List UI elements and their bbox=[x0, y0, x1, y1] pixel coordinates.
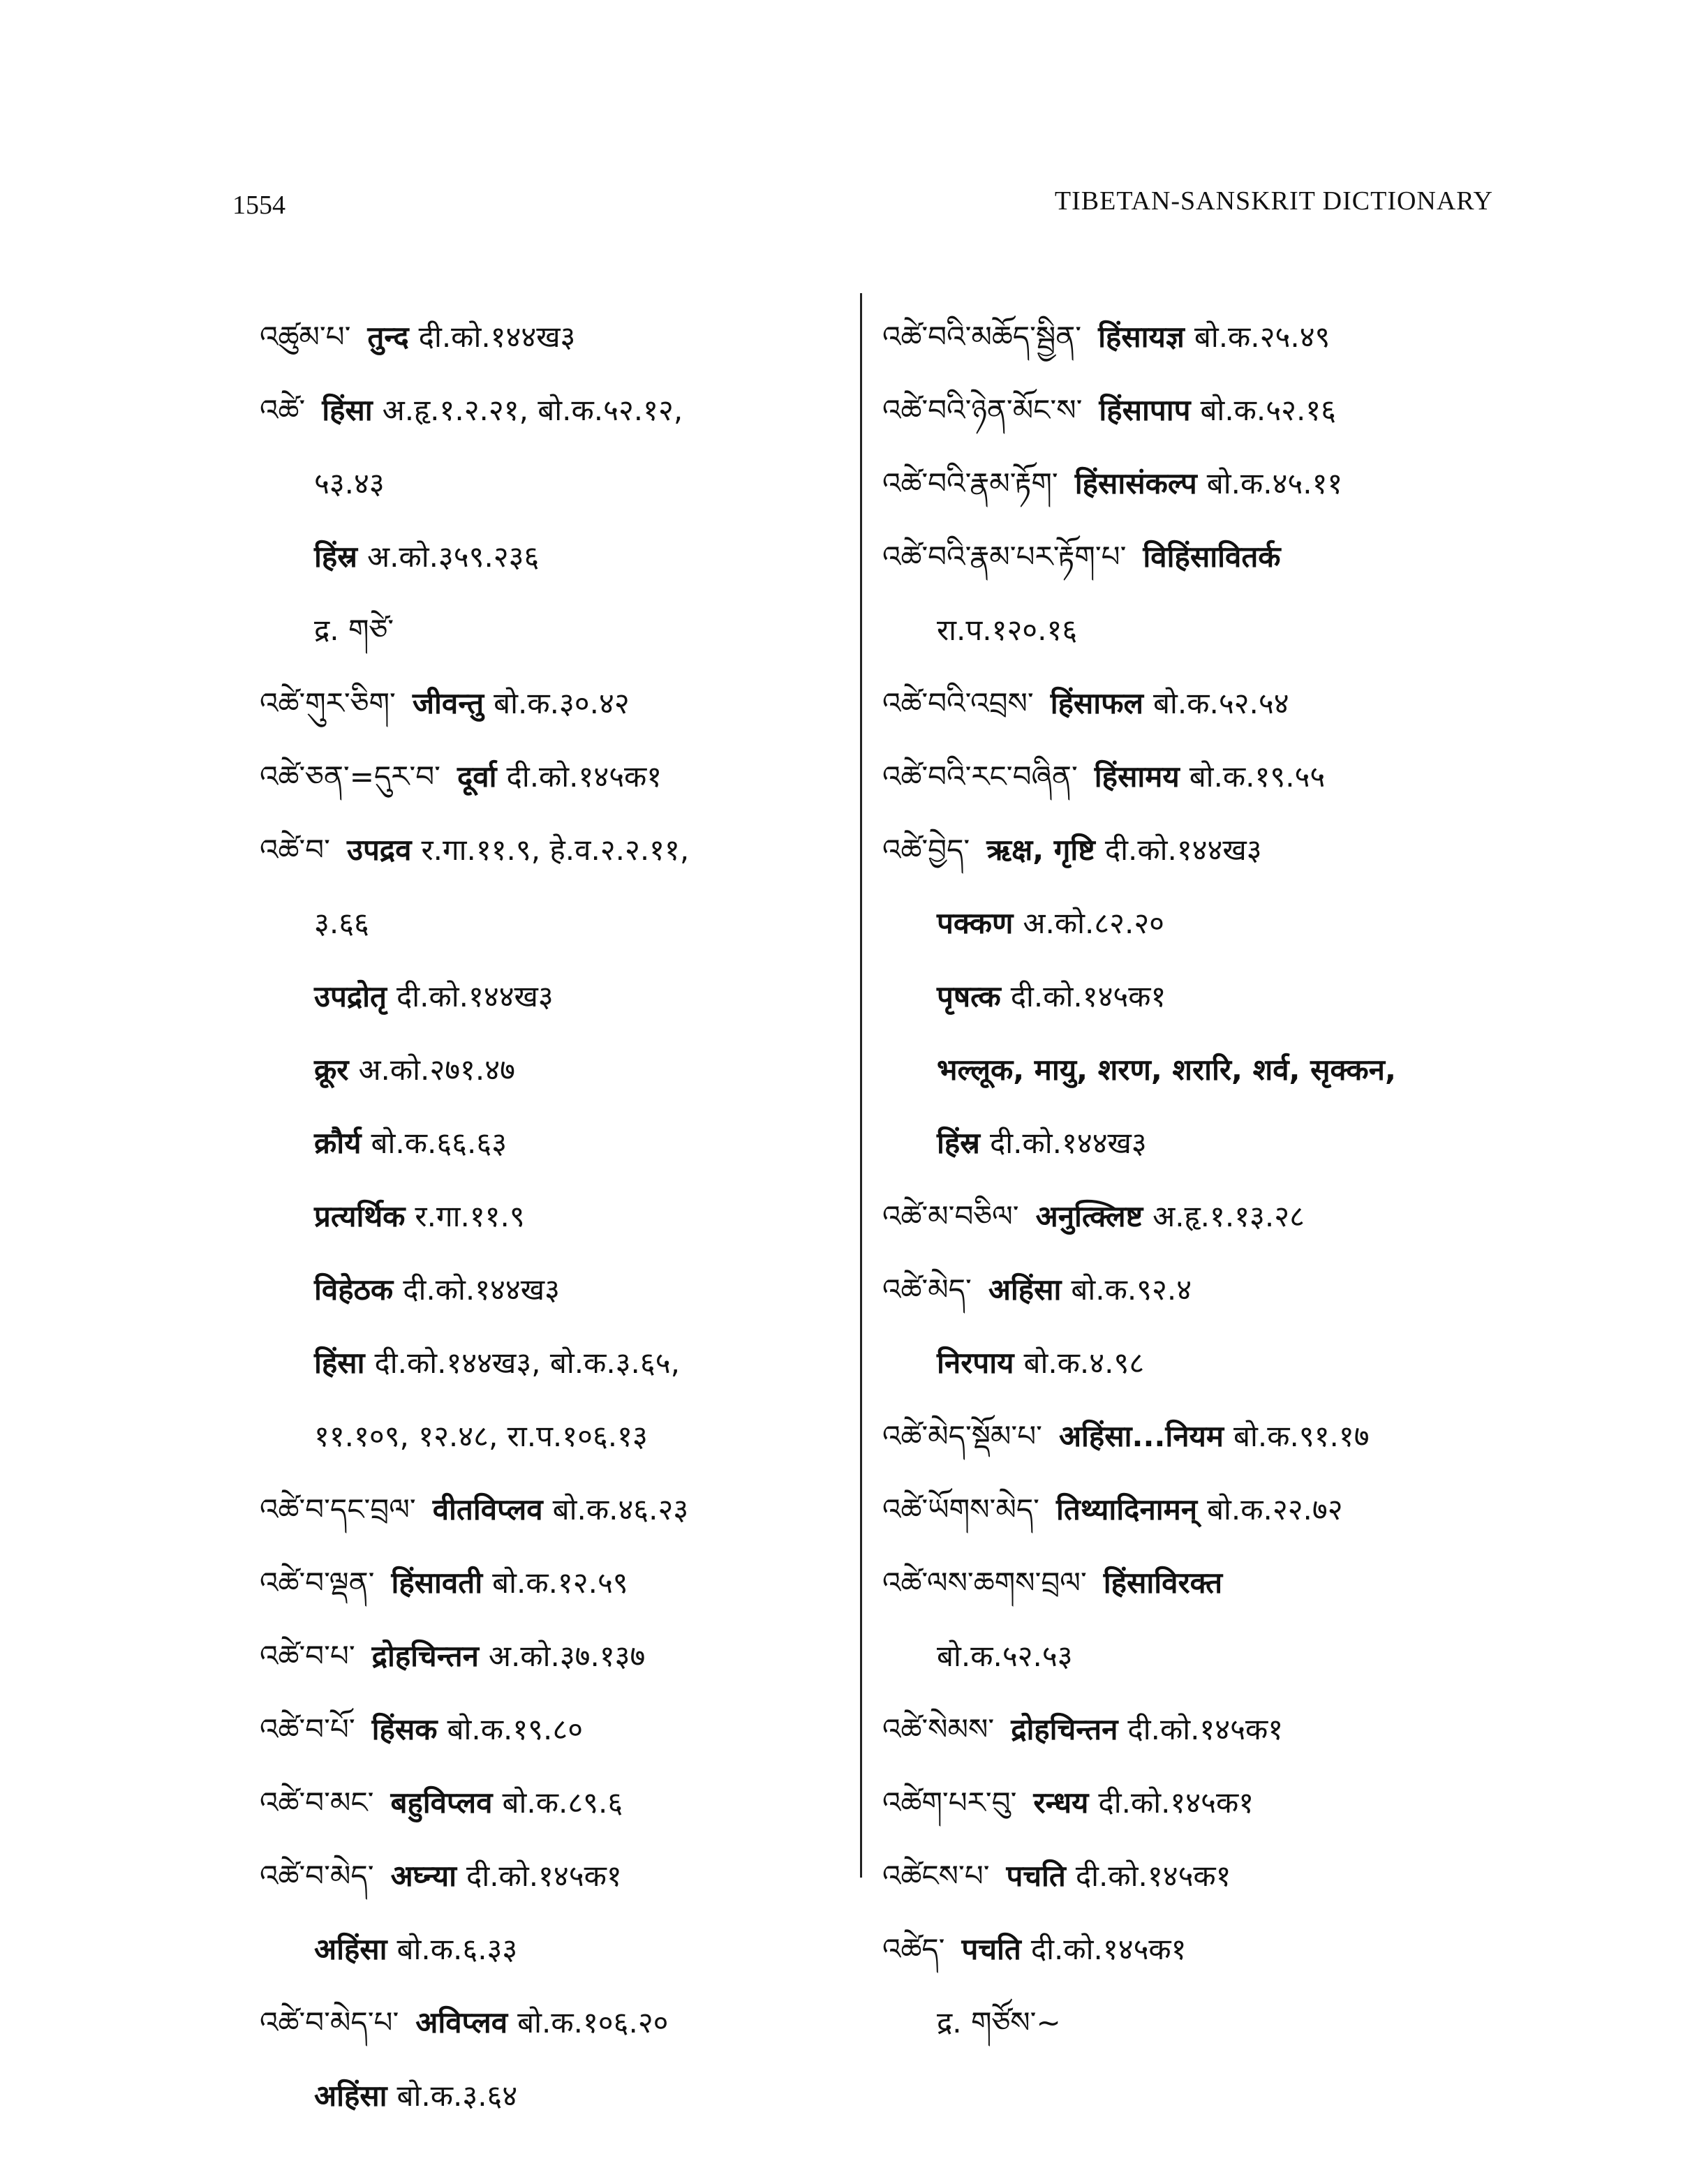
sanskrit-equivalent: हिंसायज्ञ bbox=[1098, 320, 1185, 354]
entry-continuation bbox=[260, 2059, 825, 2132]
dictionary-entry bbox=[260, 667, 825, 740]
sanskrit-equivalent: रन्धय bbox=[1033, 1785, 1089, 1820]
dictionary-entry bbox=[260, 740, 825, 813]
entry-continuation bbox=[260, 447, 825, 520]
entry-continuation bbox=[882, 1986, 1497, 2059]
sanskrit-equivalent: हिंसासंकल्प bbox=[1074, 466, 1197, 500]
tibetan-headword: འཚེ་བ་དང་བྲལ་ bbox=[260, 1492, 416, 1526]
source-reference: बो.क.६६.६३ bbox=[371, 1126, 507, 1160]
tibetan-headword: འཚེངས་པ་ bbox=[882, 1859, 990, 1893]
dictionary-entry bbox=[882, 1839, 1497, 1912]
tibetan-headword: འཚེ་ལས་ཆགས་བྲལ་ bbox=[882, 1566, 1087, 1600]
source-reference: बो.क.६.३३ bbox=[396, 1932, 518, 1966]
entry-continuation bbox=[260, 886, 825, 960]
dictionary-entry bbox=[882, 740, 1497, 813]
entry-continuation bbox=[882, 886, 1497, 960]
dictionary-entry bbox=[260, 1546, 825, 1619]
dictionary-entry bbox=[882, 667, 1497, 740]
running-title: TIBETAN-SANSKRIT DICTIONARY bbox=[1054, 186, 1493, 216]
entry-continuation bbox=[882, 960, 1497, 1033]
sanskrit-equivalent: तुन्द bbox=[367, 320, 409, 354]
source-reference: दी.को.१४५क१ bbox=[1030, 1932, 1187, 1966]
tibetan-headword: འཚེ་ bbox=[260, 393, 306, 427]
source-reference: बो.क.५२.१६ bbox=[1200, 393, 1336, 427]
tibetan-headword: འཚེ་བ་པོ་ bbox=[260, 1712, 355, 1746]
tibetan-headword: འཚེ་བ་མེད་པ་ bbox=[260, 2005, 399, 2040]
dictionary-entry bbox=[882, 1546, 1497, 1619]
source-reference: र.गा.११.९, हे.व.२.२.११, bbox=[421, 833, 690, 867]
sanskrit-equivalent: पचति bbox=[961, 1932, 1021, 1966]
sanskrit-equivalent: अहिंसा...नियम bbox=[1058, 1419, 1224, 1453]
sanskrit-equivalent: हिंस्र bbox=[314, 540, 357, 574]
source-reference: ११.१०९, १२.४८, रा.प.१०६.१३ bbox=[314, 1419, 648, 1453]
tibetan-headword: འཚེ་གུར་ཅིག་ bbox=[260, 686, 396, 720]
tibetan-headword: འཚེ་ཡོགས་མེད་ bbox=[882, 1492, 1039, 1526]
tibetan-headword: འཚེ་བ་ bbox=[260, 833, 330, 867]
entry-continuation bbox=[260, 960, 825, 1033]
source-reference: दी.को.१४५क१ bbox=[506, 759, 662, 794]
dictionary-entry bbox=[260, 1619, 825, 1693]
source-reference: अ.हृ.१.१३.२८ bbox=[1152, 1199, 1305, 1233]
tibetan-headword: འཚེ་བའི་རང་བཞིན་ bbox=[882, 759, 1078, 794]
source-reference: बो.क.२२.७२ bbox=[1207, 1492, 1343, 1526]
sanskrit-equivalent: द्रोहचिन्तन bbox=[1011, 1712, 1118, 1746]
sanskrit-equivalent: निरपाय bbox=[937, 1346, 1014, 1380]
right-column bbox=[882, 300, 1497, 2059]
sanskrit-equivalent: जीवन्तु bbox=[412, 686, 484, 720]
sanskrit-equivalent: अनुत्क्लिष्ट bbox=[1035, 1199, 1143, 1233]
sanskrit-equivalent: पचति bbox=[1006, 1859, 1066, 1893]
source-reference: बो.क.१२.५९ bbox=[492, 1566, 628, 1600]
entry-continuation bbox=[260, 1326, 825, 1399]
source-reference: रा.प.१२०.१६ bbox=[937, 613, 1078, 647]
source-reference: बो.क.९२.४ bbox=[1071, 1272, 1192, 1307]
source-reference: दी.को.१४५क१ bbox=[466, 1859, 622, 1893]
tibetan-headword: འཚེད་ bbox=[882, 1932, 945, 1966]
sanskrit-equivalent: क्रूर bbox=[314, 1053, 349, 1087]
source-reference: ३.६६ bbox=[314, 906, 369, 940]
entry-continuation bbox=[260, 1399, 825, 1473]
source-reference: अ.को.२७१.४७ bbox=[358, 1053, 515, 1087]
tibetan-headword: འཚེ་བའི་རྣམ་རྟོག་ bbox=[882, 466, 1058, 500]
sanskrit-equivalent: विहेठक bbox=[314, 1272, 394, 1307]
source-reference: अ.को.३५९.२३६ bbox=[367, 540, 540, 574]
sanskrit-equivalent: भल्लूक, मायु, शरण, शरारि, शर्व, सृक्कन, bbox=[937, 1053, 1396, 1087]
sanskrit-equivalent: उपद्रव bbox=[346, 833, 412, 867]
dictionary-entry bbox=[882, 300, 1497, 373]
dictionary-entry bbox=[260, 1473, 825, 1546]
sanskrit-equivalent: वीतविप्लव bbox=[432, 1492, 543, 1526]
dictionary-entry bbox=[260, 813, 825, 886]
tibetan-headword: འཚེ་བའི་མཆོད་སྦྱིན་ bbox=[882, 320, 1082, 354]
sanskrit-equivalent: हिंस्र bbox=[937, 1126, 980, 1160]
source-reference: दी.को.१४४ख३ bbox=[403, 1272, 560, 1307]
dictionary-entry bbox=[882, 813, 1497, 886]
entry-continuation bbox=[260, 1033, 825, 1106]
sanskrit-equivalent: हिंसक bbox=[371, 1712, 438, 1746]
sanskrit-equivalent: हिंसामय bbox=[1094, 759, 1180, 794]
sanskrit-equivalent: द्रोहचिन्तन bbox=[371, 1639, 479, 1673]
source-reference: दी.को.१४५क१ bbox=[1010, 979, 1166, 1013]
source-reference: दी.को.१४४ख३ bbox=[396, 979, 554, 1013]
sanskrit-equivalent: दूर्वा bbox=[457, 759, 497, 794]
page-number: 1554 bbox=[232, 191, 286, 220]
source-reference: दी.को.१४५क१ bbox=[1075, 1859, 1231, 1893]
sanskrit-equivalent: तिथ्यादिनामन् bbox=[1056, 1492, 1198, 1526]
dictionary-entry bbox=[882, 1253, 1497, 1326]
tibetan-headword: འཚེ་བ་པ་ bbox=[260, 1639, 355, 1673]
entry-continuation bbox=[260, 1106, 825, 1180]
dictionary-entry bbox=[882, 1180, 1497, 1253]
source-reference: बो.क.१०६.२० bbox=[517, 2005, 669, 2040]
tibetan-headword: འཚེ་བའི་འབྲས་ bbox=[882, 686, 1034, 720]
tibetan-headword: འཚེ་བ་མང་ bbox=[260, 1785, 374, 1820]
dictionary-entry bbox=[260, 300, 825, 373]
source-reference: द्र. གཙེ་ bbox=[314, 613, 394, 647]
source-reference: ५३.४३ bbox=[314, 466, 385, 500]
left-column bbox=[260, 300, 825, 2132]
source-reference: बो.क.९१.१७ bbox=[1233, 1419, 1370, 1453]
tibetan-headword: འཚེག་པར་བུ་ bbox=[882, 1785, 1017, 1820]
dictionary-entry bbox=[260, 1693, 825, 1766]
sanskrit-equivalent: हिंसापाप bbox=[1099, 393, 1191, 427]
sanskrit-equivalent: अहिंसा bbox=[314, 2079, 387, 2113]
source-reference: दी.को.१४४ख३, बो.क.३.६५, bbox=[374, 1346, 680, 1380]
source-reference: दी.को.१४५क१ bbox=[1127, 1712, 1284, 1746]
sanskrit-equivalent: हिंसाविरक्त bbox=[1103, 1566, 1223, 1600]
dictionary-entry bbox=[882, 1693, 1497, 1766]
source-reference: र.गा.११.९ bbox=[415, 1199, 525, 1233]
source-reference: दी.को.१४४ख३ bbox=[990, 1126, 1147, 1160]
source-reference: अ.को.८२.२० bbox=[1023, 906, 1165, 940]
tibetan-headword: འཚེ་བའི་རྣམ་པར་རྟོག་པ་ bbox=[882, 540, 1127, 574]
source-reference: बो.क.४६.२३ bbox=[552, 1492, 689, 1526]
sanskrit-equivalent: हिंसावती bbox=[391, 1566, 483, 1600]
entry-continuation bbox=[882, 1106, 1497, 1180]
source-reference: बो.क.३०.४२ bbox=[494, 686, 630, 720]
dictionary-entry bbox=[260, 373, 825, 447]
dictionary-entry bbox=[882, 373, 1497, 447]
entry-continuation bbox=[260, 1180, 825, 1253]
entry-continuation bbox=[260, 520, 825, 593]
entry-continuation bbox=[882, 1326, 1497, 1399]
source-reference: द्र. གཙོས་~ bbox=[937, 2005, 1061, 2040]
source-reference: बो.क.५२.५३ bbox=[937, 1639, 1073, 1673]
dictionary-entry bbox=[882, 1399, 1497, 1473]
sanskrit-equivalent: हिंसा bbox=[314, 1346, 365, 1380]
entry-continuation bbox=[882, 593, 1497, 667]
sanskrit-equivalent: उपद्रोतृ bbox=[314, 979, 387, 1013]
source-reference: बो.क.१९.५५ bbox=[1189, 759, 1326, 794]
source-reference: बो.क.८९.६ bbox=[502, 1785, 623, 1820]
dictionary-entry bbox=[260, 1986, 825, 2059]
dictionary-entry bbox=[882, 1766, 1497, 1839]
tibetan-headword: འཚེ་བ་མེད་ bbox=[260, 1859, 374, 1893]
source-reference: बो.क.२५.४९ bbox=[1194, 320, 1330, 354]
source-reference: अ.को.३७.१३७ bbox=[488, 1639, 646, 1673]
source-reference: बो.क.१९.८० bbox=[447, 1712, 584, 1746]
dictionary-entry bbox=[882, 1473, 1497, 1546]
dictionary-entry bbox=[882, 447, 1497, 520]
sanskrit-equivalent: अघ्न्या bbox=[390, 1859, 457, 1893]
sanskrit-equivalent: पृषत्क bbox=[937, 979, 1001, 1013]
sanskrit-equivalent: ऋक्ष, गृष्टि bbox=[986, 833, 1095, 867]
entry-continuation bbox=[260, 1912, 825, 1986]
tibetan-headword: འཚེ་བྱེད་ bbox=[882, 833, 970, 867]
source-reference: बो.क.५२.५४ bbox=[1153, 686, 1289, 720]
sanskrit-equivalent: क्रौर्य bbox=[314, 1126, 362, 1160]
dictionary-entry bbox=[882, 520, 1497, 593]
source-reference: अ.हृ.१.२.२१, बो.क.५२.१२, bbox=[382, 393, 683, 427]
sanskrit-equivalent: प्रत्यर्थिक bbox=[314, 1199, 406, 1233]
tibetan-headword: འཚེ་སེམས་ bbox=[882, 1712, 995, 1746]
tibetan-headword: འཚེ་མེད་སྡོམ་པ་ bbox=[882, 1419, 1042, 1453]
sanskrit-equivalent: बहुविप्लव bbox=[390, 1785, 493, 1820]
sanskrit-equivalent: हिंसाफल bbox=[1050, 686, 1143, 720]
source-reference: दी.को.१४४ख३ bbox=[418, 320, 576, 354]
sanskrit-equivalent: अहिंसा bbox=[314, 1932, 387, 1966]
column-divider bbox=[860, 293, 862, 1878]
source-reference: दी.को.१४५क१ bbox=[1098, 1785, 1254, 1820]
sanskrit-equivalent: अहिंसा bbox=[988, 1272, 1062, 1307]
entry-continuation bbox=[882, 1619, 1497, 1693]
source-reference: दी.को.१४४ख३ bbox=[1104, 833, 1262, 867]
entry-continuation bbox=[882, 1033, 1497, 1106]
sanskrit-equivalent: विहिंसावितर्क bbox=[1143, 540, 1281, 574]
dictionary-entry bbox=[260, 1766, 825, 1839]
dictionary-entry bbox=[260, 1839, 825, 1912]
tibetan-headword: འཚེ་ཅན་=དུར་བ་ bbox=[260, 759, 440, 794]
tibetan-headword: འཚེ་མ་བཅིལ་ bbox=[882, 1199, 1019, 1233]
entry-continuation bbox=[260, 1253, 825, 1326]
sanskrit-equivalent: हिंसा bbox=[322, 393, 373, 427]
tibetan-headword: འཚེ་བའི་ཉེན་མོང་ས་ bbox=[882, 393, 1083, 427]
dictionary-entry bbox=[882, 1912, 1497, 1986]
source-reference: बो.क.३.६४ bbox=[396, 2079, 518, 2113]
sanskrit-equivalent: पक्कण bbox=[937, 906, 1014, 940]
entry-continuation bbox=[260, 593, 825, 667]
sanskrit-equivalent: अविप्लव bbox=[415, 2005, 508, 2040]
tibetan-headword: འཚེ་བ་ལྡན་ bbox=[260, 1566, 375, 1600]
tibetan-headword: འཚེ་མེད་ bbox=[882, 1272, 972, 1307]
source-reference: बो.क.४.९८ bbox=[1023, 1346, 1145, 1380]
source-reference: बो.क.४५.११ bbox=[1206, 466, 1343, 500]
tibetan-headword: འཚུམ་པ་ bbox=[260, 320, 351, 354]
